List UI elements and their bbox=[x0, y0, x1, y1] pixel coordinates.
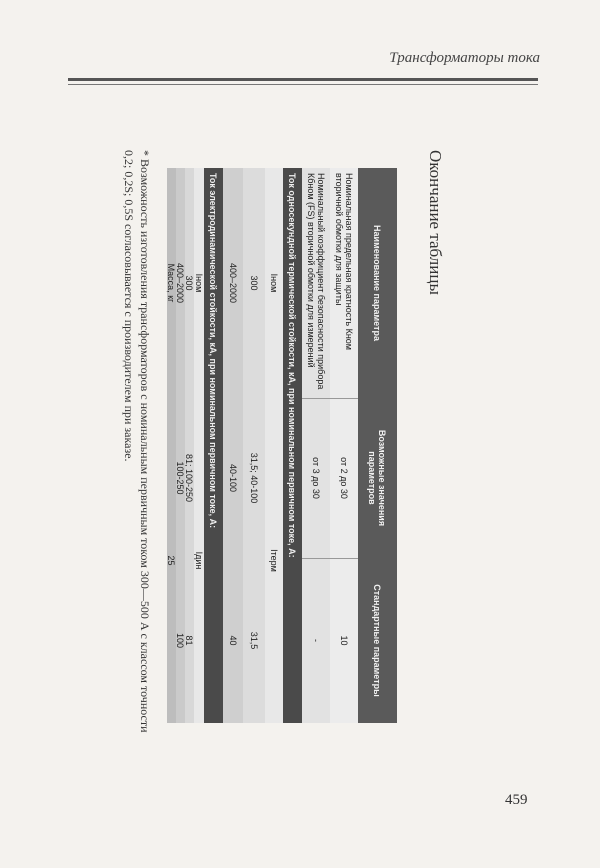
header-rule-thin bbox=[68, 84, 538, 85]
row-standard: 100 bbox=[175, 632, 186, 649]
section-title: Ток электродинамической стойкости, кА, при номинальном первичном токе, А: bbox=[208, 173, 219, 529]
parameters-table bbox=[167, 168, 397, 723]
row-name: 300 bbox=[249, 275, 259, 291]
subheader-left: Iном bbox=[194, 273, 204, 293]
page-number: 459 bbox=[505, 792, 528, 808]
subheader-row bbox=[265, 168, 283, 723]
subheader-right: Iтерм bbox=[269, 549, 279, 572]
row-possible: 81; 100-250 bbox=[184, 453, 195, 503]
row-name: Номинальная предельная кратность Кном вторичной обмотки для защиты bbox=[334, 173, 354, 350]
table-header-row bbox=[358, 168, 397, 723]
table-row bbox=[223, 168, 243, 723]
table-caption: Окончание таблицы bbox=[426, 150, 445, 295]
row-possible: 40-100 bbox=[228, 463, 238, 493]
row-possible: 31,5; 40-100 bbox=[249, 452, 259, 504]
table-row bbox=[330, 168, 358, 723]
subheader-right: Iдин bbox=[194, 551, 204, 570]
header-rule bbox=[68, 78, 538, 81]
row-standard: 40 bbox=[228, 635, 238, 646]
row-possible: 100-250 bbox=[175, 461, 186, 495]
section-title: Ток односекундной термической стойкости, кА, при номинальном первичном токе, А: bbox=[287, 173, 298, 558]
running-head: Трансформаторы тока bbox=[389, 50, 540, 66]
row-name: 400–2000 bbox=[175, 262, 186, 304]
header-possible-values: Возможные значения параметров bbox=[367, 429, 388, 527]
table-row-mass bbox=[167, 168, 176, 723]
header-standard-values: Стандартные параметры bbox=[372, 584, 383, 697]
row-name: Номинальный коэффициент безопасности прибора Кбном (FS) вторичной обмотки для измерений bbox=[306, 173, 326, 390]
row-standard: 81 bbox=[184, 635, 195, 646]
row-standard: 10 bbox=[339, 635, 349, 646]
table-row bbox=[243, 168, 265, 723]
section-header-dynamic bbox=[204, 168, 223, 723]
row-standard: 31,5 bbox=[249, 631, 259, 650]
section-header-thermal bbox=[283, 168, 302, 723]
subheader-row bbox=[194, 168, 204, 723]
row-possible: от 3 до 30 bbox=[311, 457, 321, 499]
mass-label: Масса, кг bbox=[166, 263, 177, 303]
column-divider bbox=[302, 398, 358, 399]
footnote: * Возможность изготовления трансформаторов с номинальным первичным током 300—500 А с классом точности 0,2; 0,2S; 0,5S согласовывается с производителем при заказе. bbox=[122, 150, 152, 733]
table-row bbox=[176, 168, 185, 723]
row-standard: - bbox=[311, 639, 321, 642]
column-divider bbox=[302, 558, 358, 559]
row-name: 300 bbox=[184, 275, 195, 291]
table-row bbox=[302, 168, 330, 723]
mass-value: 25 bbox=[166, 555, 177, 566]
rotated-table-block bbox=[55, 150, 445, 750]
subheader-left: Iном bbox=[269, 273, 279, 293]
row-possible: от 2 до 30 bbox=[339, 457, 349, 499]
table-row bbox=[185, 168, 194, 723]
header-parameter: Наименование параметра bbox=[372, 225, 383, 341]
row-name: 400–2000 bbox=[228, 262, 238, 304]
